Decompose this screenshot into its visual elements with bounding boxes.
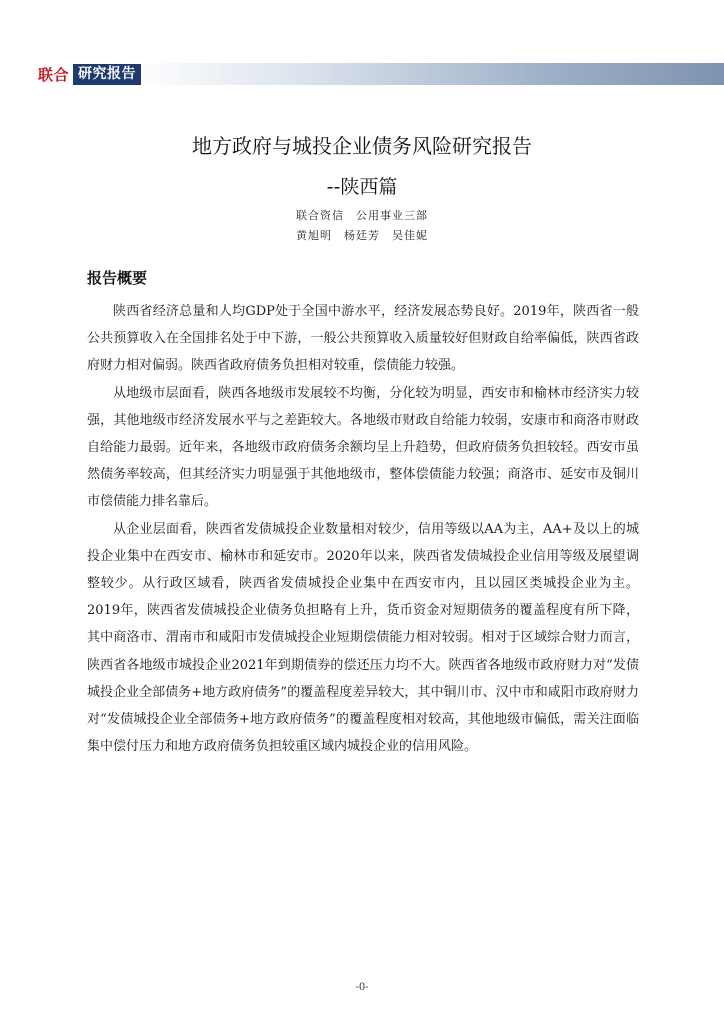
authors-line: 黄旭明 杨廷芳 吴佳妮 [296,229,428,242]
summary-paragraph: 陕西省经济总量和人均GDP处于全国中游水平，经济发展态势良好。2019年，陕西省一般公共预算收入在全国排名处于中下游，一般公共预算收入质量较好但财政自给率偏低，陕西省政府财力相对偏弱。陕西省政府债务负担相对较重，偿债能力较强。 [87,304,639,374]
document-subtitle: --陕西篇 [326,176,398,198]
org-line: 联合资信 公用事业三部 [296,209,428,222]
document-title: 地方政府与城投企业债务风险研究报告 [192,134,532,158]
page-number: -0- [355,982,369,993]
summary-paragraph: 从地级市层面看，陕西各地级市发展较不均衡，分化较为明显，西安市和榆林市经济实力较强，其他地级市经济发展水平与之差距较大。各地级市财政自给能力较弱，安康市和商洛市财政自给能力最弱。近年来，各地级市政府债务余额均呈上升趋势，但政府债务负担较轻。西安市虽然债务率较高，但其经济实力明显强于其他地级市，整体偿债能力较强；商洛市、延安市及铜川市偿债能力排名靠后。 [87,385,639,510]
series-name: 研究报告 [73,64,141,85]
report-series-logo [38,64,141,85]
summary-body [87,298,639,760]
summary-paragraph: 从企业层面看，陕西省发债城投企业数量相对较少，信用等级以AA为主，AA+及以上的城投企业集中在西安市、榆林市和延安市。2020年以来，陕西省发债城投企业信用等级及展望调整较少。从行政区域看，陕西省发债城投企业集中在西安市内，且以园区类城投企业为主。2019年，陕西省发债城投企业债务负担略有上升，货币资金对短期债务的覆盖程度有所下降，其中商洛市、渭南市和咸阳市发债城投企业短期偿债能力相对较弱。相对于区域综合财力而言，陕西省各地级市城投企业2021年到期债券的偿还压力均不大。陕西省各地级市政府财力对“发债城投企业全部债务+地方政府债务”的覆盖程度差异较大，其中铜川市、汉中市和咸阳市政府财力对“发债城投企业全部债务+地方政府债务”的覆盖程度相对较高，其他地级市偏低，需关注面临集中偿付压力和地方政府债务负担较重区域内城投企业的信用风险。 [87,521,639,755]
summary-heading: 报告概要 [87,269,148,287]
brand-name: 联合 [38,66,70,84]
